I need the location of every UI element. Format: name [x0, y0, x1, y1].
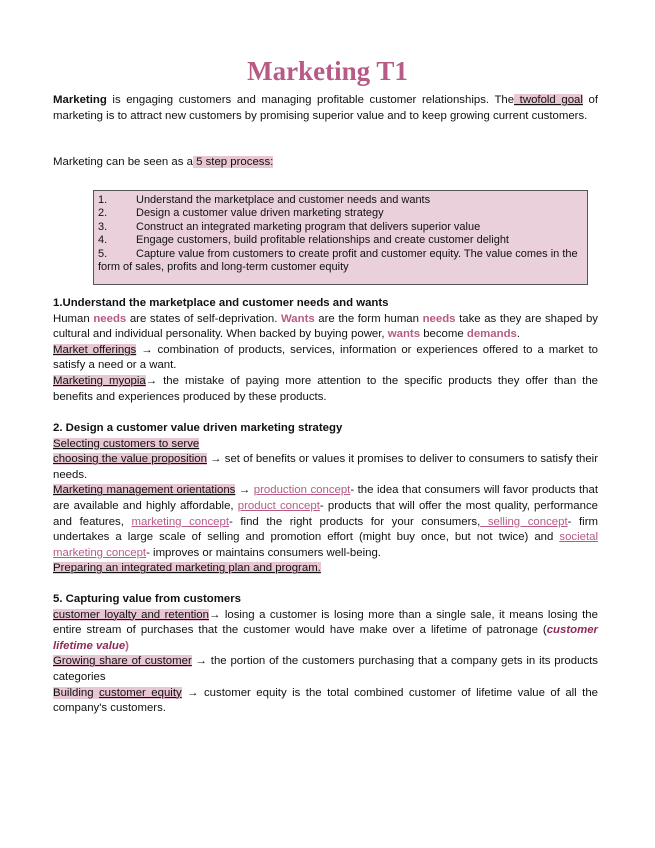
section-1-heading: 1.Understand the marketplace and customer needs and wants: [53, 297, 389, 309]
process-lead: Marketing can be seen as a: [53, 156, 193, 168]
process-line: [53, 155, 598, 171]
step-text: form of sales, profits and long-term customer equity: [98, 261, 349, 274]
section-1: [53, 296, 598, 405]
step-number: 3.: [98, 220, 108, 233]
market-offerings-paragraph: Market offerings → combination of products, services, information or experiences offered to a market to satisfy a need or a want.: [53, 343, 598, 372]
step-text: Engage customers, build profitable relationships and create customer delight: [136, 234, 509, 247]
equity-paragraph: Building customer equity → customer equity is the total combined customer of lifetime value of all the company's customers.: [53, 686, 599, 715]
intro-text-2: of marketing is to attract new customers by promising superior value and to keep growing current customers.: [53, 94, 599, 122]
lifetime-value-term: customer lifetime value: [53, 624, 598, 652]
step-text: Construct an integrated marketing program that delivers superior value: [136, 220, 481, 233]
loyalty-term: customer loyalty and retention: [53, 608, 209, 621]
step-text: Understand the marketplace and customer needs and wants: [136, 194, 431, 206]
twofold-goal-highlight: twofold goal: [514, 94, 583, 106]
step-item-continuation: [98, 261, 585, 274]
marketing-term: Marketing: [53, 94, 107, 106]
marketing-concept-link: marketing concept: [131, 515, 229, 528]
step-number: 5.: [98, 247, 108, 260]
equity-term: customer equity: [98, 686, 182, 699]
step-item: [98, 207, 585, 220]
intro-text-1: is engaging customers and managing profitable customer relationships. The: [106, 94, 515, 106]
loyalty-paragraph: customer loyalty and retention→ losing a customer is losing more than a single sale, it means losing the entire stream of purchases that the customer would have make over a lifetime of patronage (customer lifetime value): [53, 608, 598, 652]
value-proposition-term: choosing the value proposition: [53, 453, 207, 466]
marketing-myopia-term: Marketing myopia: [53, 374, 146, 387]
marketing-plan-highlight: Preparing an integrated marketing plan and program.: [53, 562, 321, 575]
marketing-myopia-paragraph: Marketing myopia→ the mistake of paying more attention to the specific products they offer than the benefits and experiences produced by these products.: [53, 374, 598, 403]
step-number: 1.: [98, 194, 108, 206]
section-5-heading: 5. Capturing value from customers: [53, 593, 241, 605]
section-5: [53, 592, 598, 717]
step-item: [98, 248, 585, 261]
product-concept-link: product concept: [237, 499, 320, 512]
section-2-heading: 2. Design a customer value driven marketing strategy: [53, 422, 343, 434]
wants-term: Wants: [280, 312, 315, 325]
societal-concept-link: societal marketing concept: [53, 531, 598, 559]
needs-paragraph: Human needs are states of self-deprivation. Wants are the form human needs take as they are shaped by cultural and individual personality. When backed by buying power, wants become demands.: [53, 312, 598, 341]
orientations-term: Marketing management orientations: [53, 484, 236, 497]
selling-concept-link: selling concept: [480, 515, 568, 528]
production-concept-link: production concept: [253, 484, 351, 497]
needs-term: needs: [422, 312, 456, 325]
value-proposition-paragraph: choosing the value proposition → set of benefits or values it promises to deliver to consumers to satisfy their needs.: [53, 453, 598, 481]
step-item: [98, 194, 585, 207]
share-paragraph: Growing share of customer → the portion of the customers purchasing that a company gets in its products categories: [53, 655, 598, 683]
intro-paragraph: [53, 93, 598, 124]
five-step-highlight: 5 step process:: [192, 156, 274, 168]
step-item: [98, 221, 585, 234]
step-text: Design a customer value driven marketing strategy: [136, 207, 384, 220]
step-text: Capture value from customers to create profit and customer equity. The value comes in the: [136, 247, 578, 260]
market-offerings-term: Market offerings: [53, 343, 137, 356]
steps-box: [93, 190, 588, 285]
wants-term: wants: [387, 328, 421, 341]
demands-term: demands: [466, 328, 517, 341]
page-title: Marketing T1: [247, 56, 408, 86]
section-2: [53, 421, 598, 577]
selecting-customers-highlight: Selecting customers to serve: [53, 437, 200, 450]
orientations-paragraph: Marketing management orientations → production concept- the idea that consumers will favor products that are available and highly affordable, product concept- products that will offer the most quality, performance and features, marketing concept- find the right products for your consumers, selling concept- firm undertakes a large scale of selling and promotion effort (might buy once, but not twice) and societal marketing concept- improves or maintains consumers well-being.: [53, 484, 598, 559]
equity-lead: Building: [53, 686, 99, 699]
step-number: 4.: [98, 234, 108, 247]
needs-term: needs: [93, 312, 127, 325]
share-term: Growing share of customer: [53, 655, 192, 668]
step-item: [98, 234, 585, 247]
step-number: 2.: [98, 207, 108, 220]
